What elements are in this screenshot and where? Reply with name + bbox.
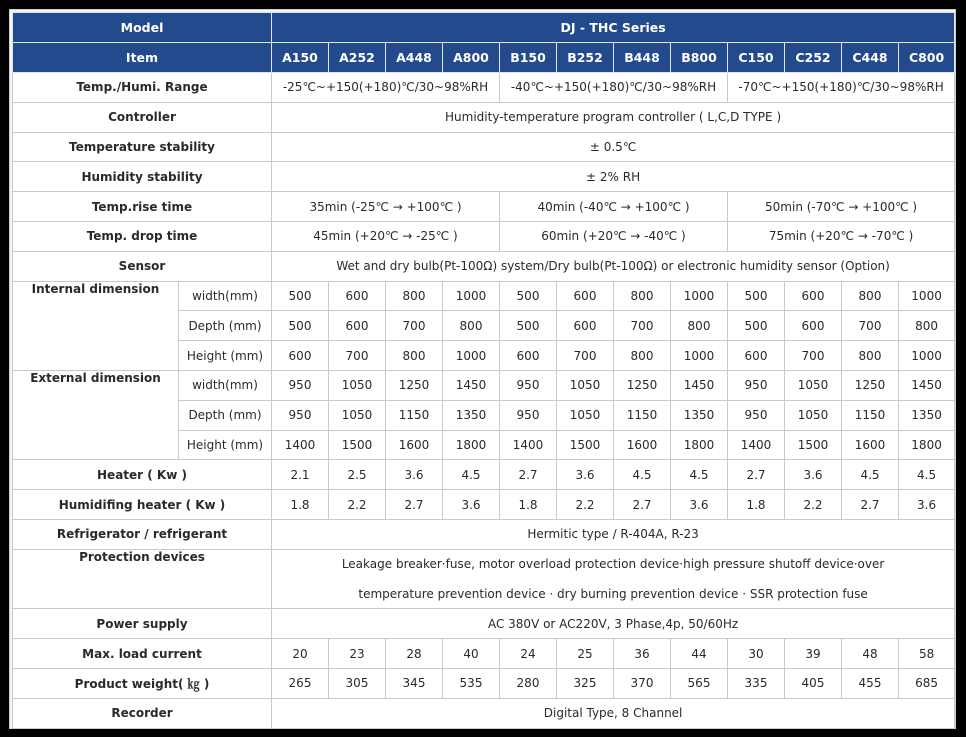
value-cell: 30 [728,639,785,669]
value-cell: 1250 [614,370,671,400]
model-header-cell: A448 [386,43,443,73]
value-cell: 500 [500,281,557,311]
value-cell: 950 [272,370,329,400]
controller-value: Humidity-temperature program controller ( L,C,D TYPE ) [272,102,955,132]
row-label: Heater ( Kw ) [13,460,272,490]
value-cell: 800 [842,341,899,371]
row-label: Humidifing heater ( Kw ) [13,490,272,520]
rise-b: 40min (-40℃ → +100℃ ) [500,192,728,222]
value-cell: 600 [500,341,557,371]
value-cell: 44 [671,639,728,669]
value-cell: 325 [557,668,614,698]
model-row [13,13,955,43]
value-cell: 4.5 [614,460,671,490]
value-cell: 950 [500,370,557,400]
sensor-row [13,251,955,281]
value-cell: 1000 [671,341,728,371]
value-cell: 1800 [671,430,728,460]
value-cell: 3.6 [386,460,443,490]
sub-label: width(mm) [179,370,272,400]
value-cell: 950 [728,370,785,400]
value-cell: 280 [500,668,557,698]
value-cell: 265 [272,668,329,698]
drop-b: 60min (+20℃ → -40℃ ) [500,221,728,251]
model-header-cell: C448 [842,43,899,73]
value-cell: 1050 [329,400,386,430]
refrigerator-row [13,519,955,549]
value-cell: 23 [329,639,386,669]
value-cell: 2.5 [329,460,386,490]
value-cell: 3.6 [899,490,955,520]
value-cell: 950 [500,400,557,430]
value-cell: 335 [728,668,785,698]
current-row [13,639,955,669]
model-label: Model [13,13,272,43]
value-cell: 1400 [728,430,785,460]
value-cell: 600 [557,311,614,341]
row-label: Temp. drop time [13,221,272,251]
temp-stability-row [13,132,955,162]
value-cell: 1600 [386,430,443,460]
value-cell: 700 [614,311,671,341]
drop-a: 45min (+20℃ → -25℃ ) [272,221,500,251]
value-cell: 500 [728,281,785,311]
value-cell: 1800 [899,430,955,460]
spec-table [12,12,955,729]
value-cell: 950 [728,400,785,430]
value-cell: 2.2 [557,490,614,520]
row-label: Max. load current [13,639,272,669]
value-cell: 1500 [557,430,614,460]
value-cell: 685 [899,668,955,698]
range-row [13,73,955,103]
value-cell: 1350 [443,400,500,430]
value-cell: 600 [785,281,842,311]
value-cell: 700 [329,341,386,371]
value-cell: 950 [272,400,329,430]
value-cell: 48 [842,639,899,669]
value-cell: 1500 [329,430,386,460]
value-cell: 25 [557,639,614,669]
value-cell: 800 [386,341,443,371]
value-cell: 1050 [329,370,386,400]
range-b: -40℃~+150(+180)℃/30~98%RH [500,73,728,103]
value-cell: 4.5 [671,460,728,490]
row-label: Product weight( ㎏ ) [13,668,272,698]
value-cell: 800 [671,311,728,341]
value-cell: 305 [329,668,386,698]
model-header-cell: C800 [899,43,955,73]
row-label: Controller [13,102,272,132]
value-cell: 800 [443,311,500,341]
rise-row [13,192,955,222]
model-header-cell: A252 [329,43,386,73]
sub-label: width(mm) [179,281,272,311]
spec-table-frame [9,9,956,729]
value-cell: 600 [272,341,329,371]
value-cell: 1.8 [728,490,785,520]
value-cell: 455 [842,668,899,698]
value-cell: 800 [386,281,443,311]
value-cell: 2.7 [728,460,785,490]
value-cell: 700 [557,341,614,371]
value-cell: 1000 [443,281,500,311]
value-cell: 2.7 [500,460,557,490]
value-cell: 500 [500,311,557,341]
value-cell: 1.8 [500,490,557,520]
external-width-row [13,370,955,400]
model-header-cell: C150 [728,43,785,73]
value-cell: 535 [443,668,500,698]
value-cell: 40 [443,639,500,669]
sensor-value: Wet and dry bulb(Pt-100Ω) system/Dry bulb(Pt-100Ω) or electronic humidity sensor (Option) [272,251,955,281]
temp-stability-value: ± 0.5℃ [272,132,955,162]
humi-stability-row [13,162,955,192]
value-cell: 1350 [899,400,955,430]
value-cell: 36 [614,639,671,669]
power-value: AC 380V or AC220V, 3 Phase,4p, 50/60Hz [272,609,955,639]
internal-width-row [13,281,955,311]
value-cell: 1250 [386,370,443,400]
rise-a: 35min (-25℃ → +100℃ ) [272,192,500,222]
value-cell: 500 [272,281,329,311]
recorder-row [13,698,955,728]
protection-line-2: temperature prevention device · dry burning prevention device · SSR protection fuse [272,579,955,609]
power-row [13,609,955,639]
model-header-cell: C252 [785,43,842,73]
value-cell: 800 [899,311,955,341]
value-cell: 28 [386,639,443,669]
value-cell: 3.6 [785,460,842,490]
value-cell: 1450 [443,370,500,400]
value-cell: 1050 [557,370,614,400]
value-cell: 3.6 [443,490,500,520]
protection-row-1 [13,549,955,579]
value-cell: 1050 [785,400,842,430]
value-cell: 4.5 [443,460,500,490]
humi-stability-value: ± 2% RH [272,162,955,192]
drop-row [13,221,955,251]
value-cell: 4.5 [842,460,899,490]
value-cell: 1.8 [272,490,329,520]
value-cell: 1600 [842,430,899,460]
value-cell: 500 [728,311,785,341]
value-cell: 2.7 [386,490,443,520]
value-cell: 1050 [785,370,842,400]
series-title: DJ - THC Series [272,13,955,43]
model-header-cell: B252 [557,43,614,73]
value-cell: 1800 [443,430,500,460]
sub-label: Depth (mm) [179,311,272,341]
row-label: Protection devices [13,549,272,609]
value-cell: 600 [329,311,386,341]
value-cell: 1600 [614,430,671,460]
value-cell: 1450 [671,370,728,400]
value-cell: 700 [785,341,842,371]
sub-label: Height (mm) [179,430,272,460]
row-label: Humidity stability [13,162,272,192]
value-cell: 1000 [899,281,955,311]
value-cell: 3.6 [671,490,728,520]
value-cell: 2.2 [785,490,842,520]
protection-line-1: Leakage breaker·fuse, motor overload protection device·high pressure shutoff device·over [272,549,955,579]
model-header-cell: B448 [614,43,671,73]
value-cell: 1400 [500,430,557,460]
value-cell: 500 [272,311,329,341]
recorder-value: Digital Type, 8 Channel [272,698,955,728]
value-cell: 1400 [272,430,329,460]
value-cell: 58 [899,639,955,669]
value-cell: 1350 [671,400,728,430]
humid-heater-row [13,490,955,520]
refrigerator-value: Hermitic type / R-404A, R-23 [272,519,955,549]
value-cell: 1150 [614,400,671,430]
value-cell: 800 [842,281,899,311]
sub-label: Depth (mm) [179,400,272,430]
rise-c: 50min (-70℃ → +100℃ ) [728,192,955,222]
range-c: -70℃~+150(+180)℃/30~98%RH [728,73,955,103]
row-label: Recorder [13,698,272,728]
sub-label: Height (mm) [179,341,272,371]
value-cell: 345 [386,668,443,698]
group-label: Internal dimension [13,281,179,370]
model-header-cell: A150 [272,43,329,73]
row-label: Temp.rise time [13,192,272,222]
value-cell: 1150 [386,400,443,430]
value-cell: 800 [614,281,671,311]
drop-c: 75min (+20℃ → -70℃ ) [728,221,955,251]
item-row [13,43,955,73]
item-label: Item [13,43,272,73]
model-header-cell: A800 [443,43,500,73]
row-label: Refrigerator / refrigerant [13,519,272,549]
value-cell: 700 [842,311,899,341]
value-cell: 1000 [443,341,500,371]
row-label: Temperature stability [13,132,272,162]
row-label: Sensor [13,251,272,281]
value-cell: 2.1 [272,460,329,490]
value-cell: 24 [500,639,557,669]
row-label: Power supply [13,609,272,639]
weight-row [13,668,955,698]
group-label: External dimension [13,370,179,459]
value-cell: 600 [728,341,785,371]
row-label: Temp./Humi. Range [13,73,272,103]
model-header-cell: B150 [500,43,557,73]
model-header-cell: B800 [671,43,728,73]
value-cell: 700 [386,311,443,341]
controller-row [13,102,955,132]
value-cell: 2.7 [842,490,899,520]
value-cell: 1000 [899,341,955,371]
value-cell: 800 [614,341,671,371]
value-cell: 600 [785,311,842,341]
value-cell: 1250 [842,370,899,400]
value-cell: 565 [671,668,728,698]
value-cell: 600 [557,281,614,311]
value-cell: 2.2 [329,490,386,520]
value-cell: 1500 [785,430,842,460]
value-cell: 1450 [899,370,955,400]
range-a: -25℃~+150(+180)℃/30~98%RH [272,73,500,103]
value-cell: 1000 [671,281,728,311]
value-cell: 600 [329,281,386,311]
value-cell: 1150 [842,400,899,430]
value-cell: 3.6 [557,460,614,490]
value-cell: 20 [272,639,329,669]
value-cell: 4.5 [899,460,955,490]
value-cell: 1050 [557,400,614,430]
value-cell: 39 [785,639,842,669]
heater-row [13,460,955,490]
value-cell: 2.7 [614,490,671,520]
value-cell: 405 [785,668,842,698]
value-cell: 370 [614,668,671,698]
